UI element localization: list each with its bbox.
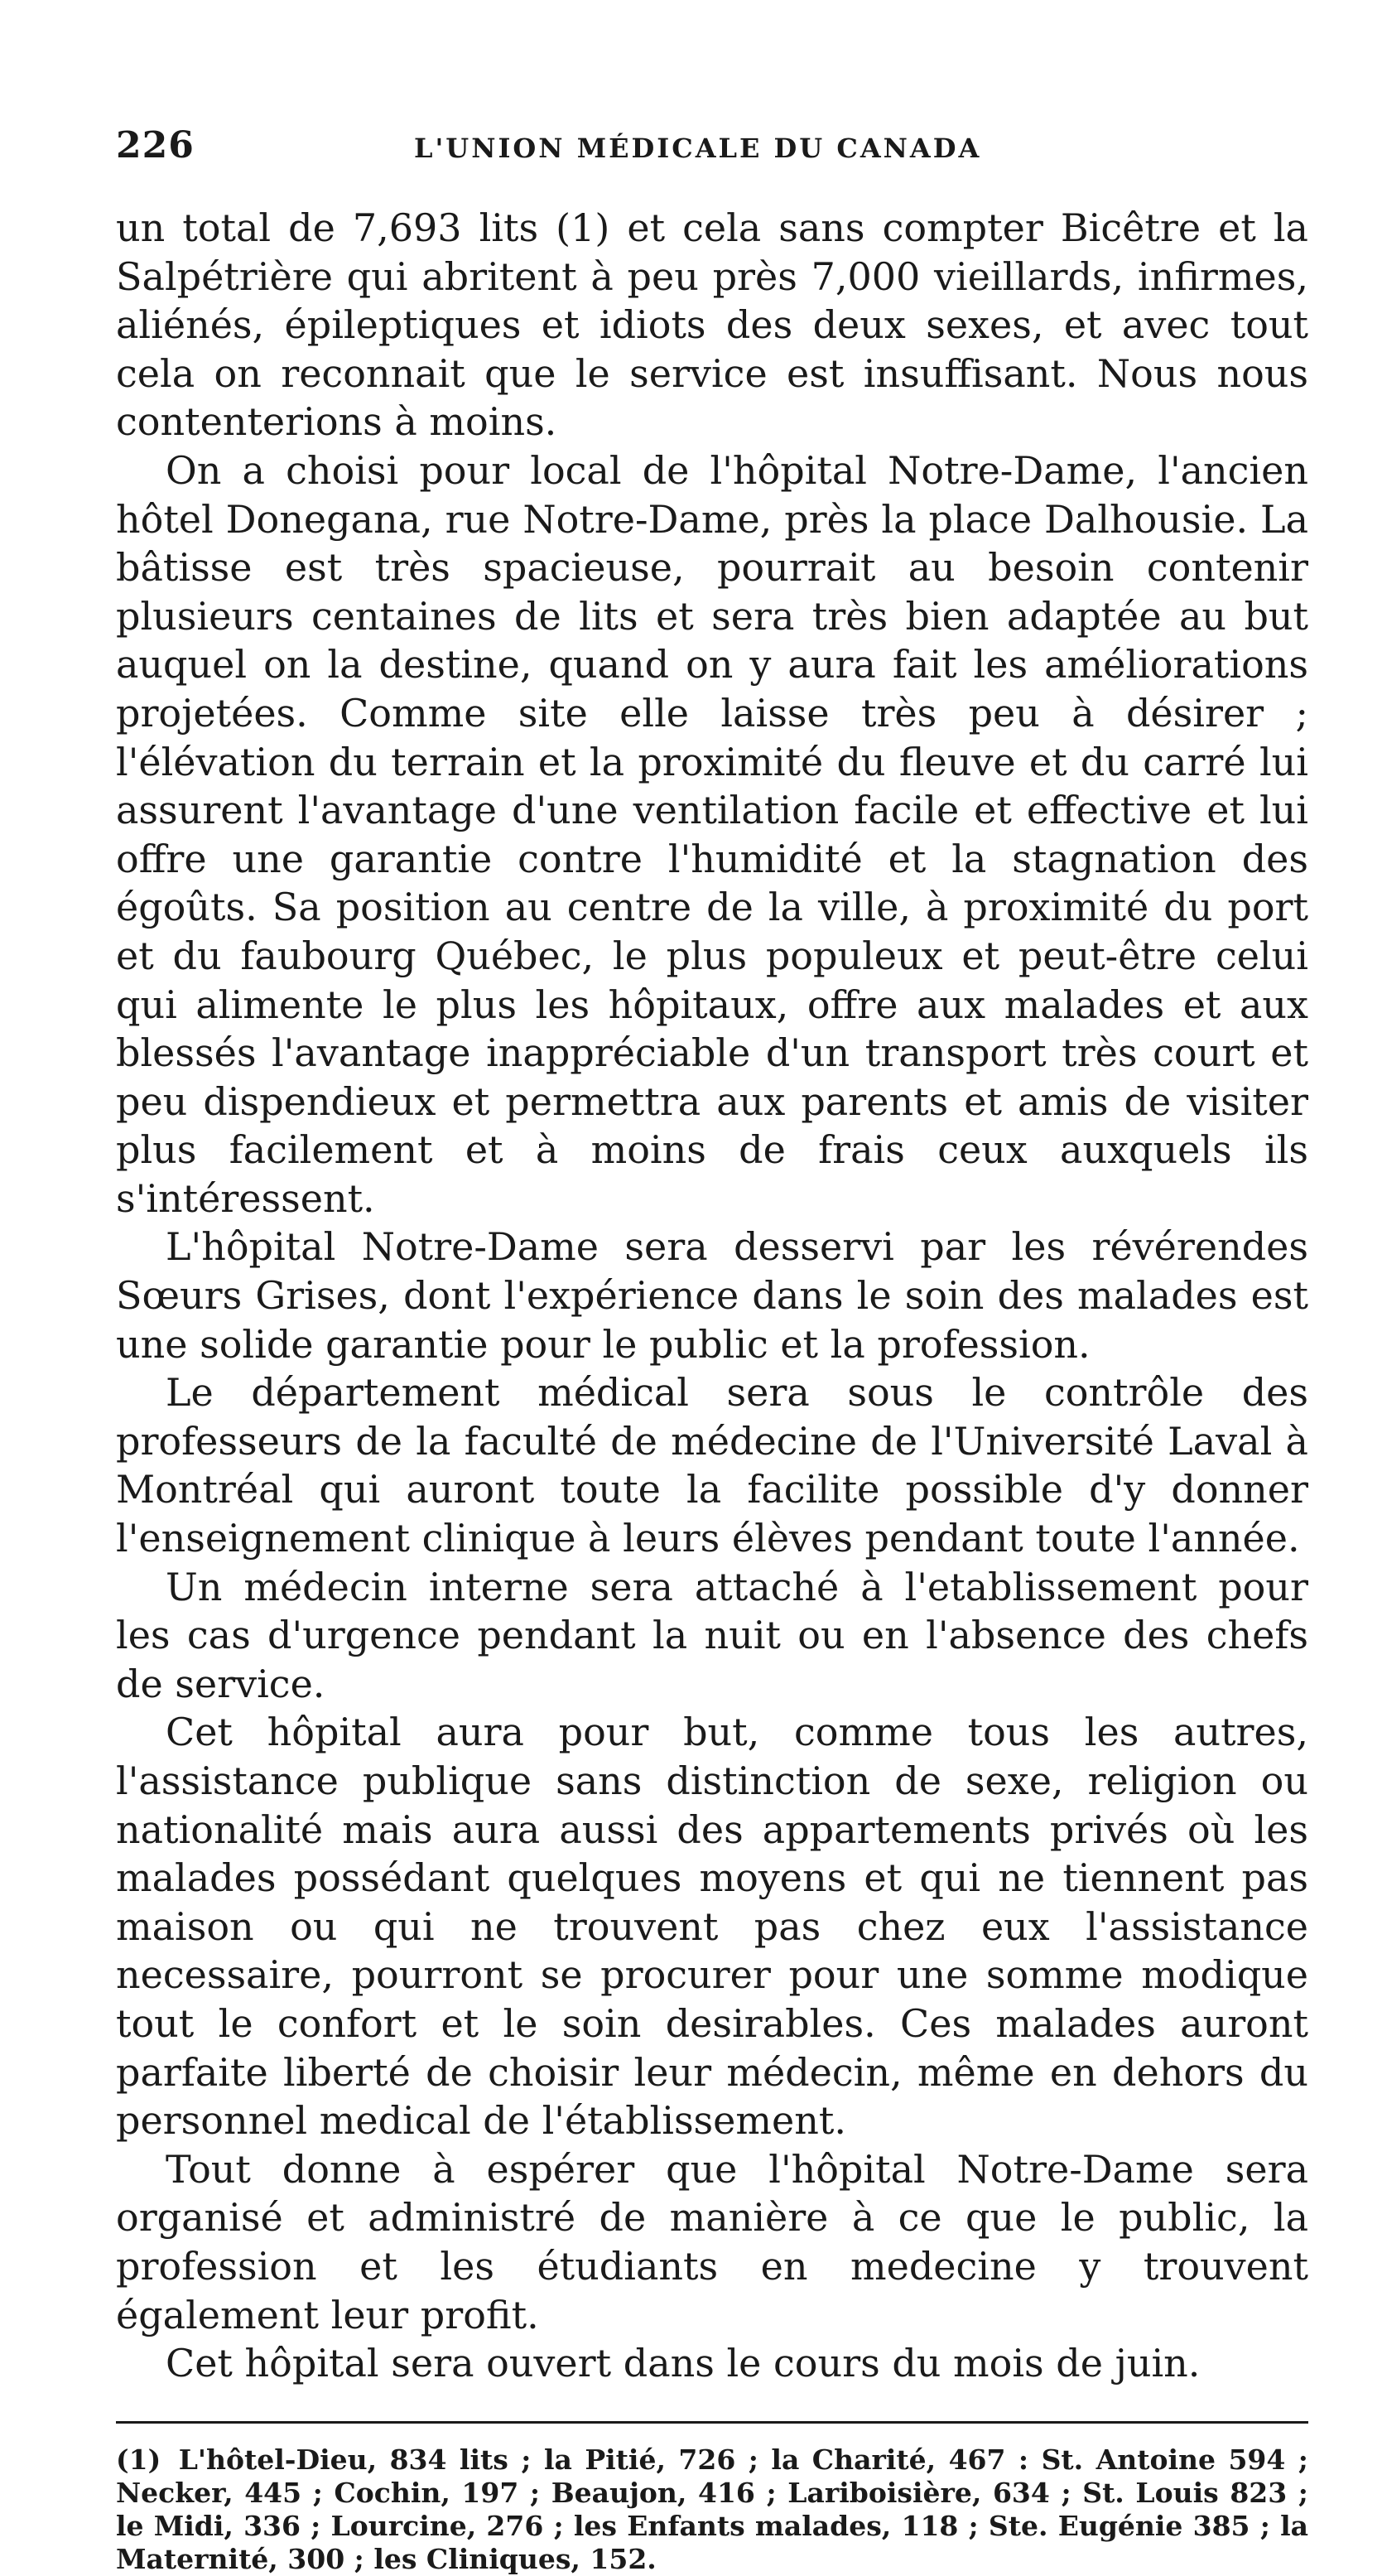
paragraph-2: On a choisi pour local de l'hôpital Notre-Dame, l'ancien hôtel Donegana, rue Notre-Dame, près la place Dalhousie. La bâtisse est très spacieuse, pourrait au besoin contenir plusieurs centaines de lits et sera très bien adaptée au but auquel on la destine, quand on y aura fait les améliorations projetées. Comme site elle laisse très peu à désirer ; l'élévation du terrain et la proximité du fleuve et du carré lui assurent l'avantage d'une ventilation facile et effective et lui offre une garantie contre l'humidité et la stagnation des égoûts. Sa position au centre de la ville, à proximité du port et du faubourg Québec, le plus populeux et peut-être celui qui alimente le plus les hôpitaux, offre aux malades et aux blessés l'avantage inappréciable d'un transport très court et peu dispendieux et permettra aux parents et amis de visiter plus facilement et à moins de frais ceux auxquels ils s'intéressent. xyxy=(116,447,1308,1221)
paragraph-6: Cet hôpital aura pour but, comme tous les autres, l'assistance publique sans distinction de sexe, religion ou nationalité mais aura aussi des appartements privés où les malades possédant quelques moyens et qui ne tiennent pas maison ou qui ne trouvent pas chez eux l'assistance necessaire, pourront se procurer pour une somme modique tout le confort et le soin desirables. Ces malades auront parfaite liberté de choisir leur médecin, même en dehors du personnel medical de l'établissement. xyxy=(116,1710,1308,2144)
paragraph-7: Tout donne à espérer que l'hôpital Notre-Dame sera organisé et administré de manière à ce que le public, la profession et les étudiants en medecine y trouvent également leur profit. xyxy=(116,2146,1308,2337)
footnote xyxy=(116,2443,1308,2576)
paragraph-3: L'hôpital Notre-Dame sera desservi par les révérendes Sœurs Grises, dont l'expérience dans le soin des malades est une solide garantie pour le public et la profession. xyxy=(116,1224,1308,1367)
paragraph-1: un total de 7,693 lits (1) et cela sans compter Bicêtre et la Salpétrière qui abritent à peu près 7,000 vieillards, infirmes, aliénés, épileptiques et idiots des deux sexes, et avec tout cela on reconnait que le service est insuffisant. Nous nous contenterions à moins. xyxy=(116,205,1308,445)
paragraph-8: Cet hôpital sera ouvert dans le cours du mois de juin. xyxy=(166,2341,1201,2386)
footnote-marker: (1) xyxy=(116,2443,161,2476)
document-page xyxy=(116,124,1308,2576)
footnote-rule xyxy=(116,2421,1308,2424)
body-text xyxy=(116,204,1308,2388)
journal-title: L'UNION MÉDICALE DU CANADA xyxy=(414,133,982,164)
page-number: 226 xyxy=(116,124,195,166)
paragraph-4: Le département médical sera sous le contrôle des professeurs de la faculté de médecine de l'Université Laval à Montréal qui auront toute la facilite possible d'y donner l'enseignement clinique à leurs élèves pendant toute l'année. xyxy=(116,1370,1308,1561)
paragraph-5: Un médecin interne sera attaché à l'etablissement pour les cas d'urgence pendant la nuit ou en l'absence des chefs de service. xyxy=(116,1564,1308,1706)
running-head xyxy=(116,124,1308,191)
footnote-text: L'hôtel-Dieu, 834 lits ; la Pitié, 726 ; la Charité, 467 : St. Antoine 594 ; Necker, 445 ; Cochin, 197 ; Beaujon, 416 ; Lariboisière, 634 ; St. Louis 823 ; le Midi, 336 ; Lourcine, 276 ; les Enfants malades, 118 ; Ste. Eugénie 385 ; la Maternité, 300 ; les Cliniques, 152. xyxy=(116,2443,1308,2575)
